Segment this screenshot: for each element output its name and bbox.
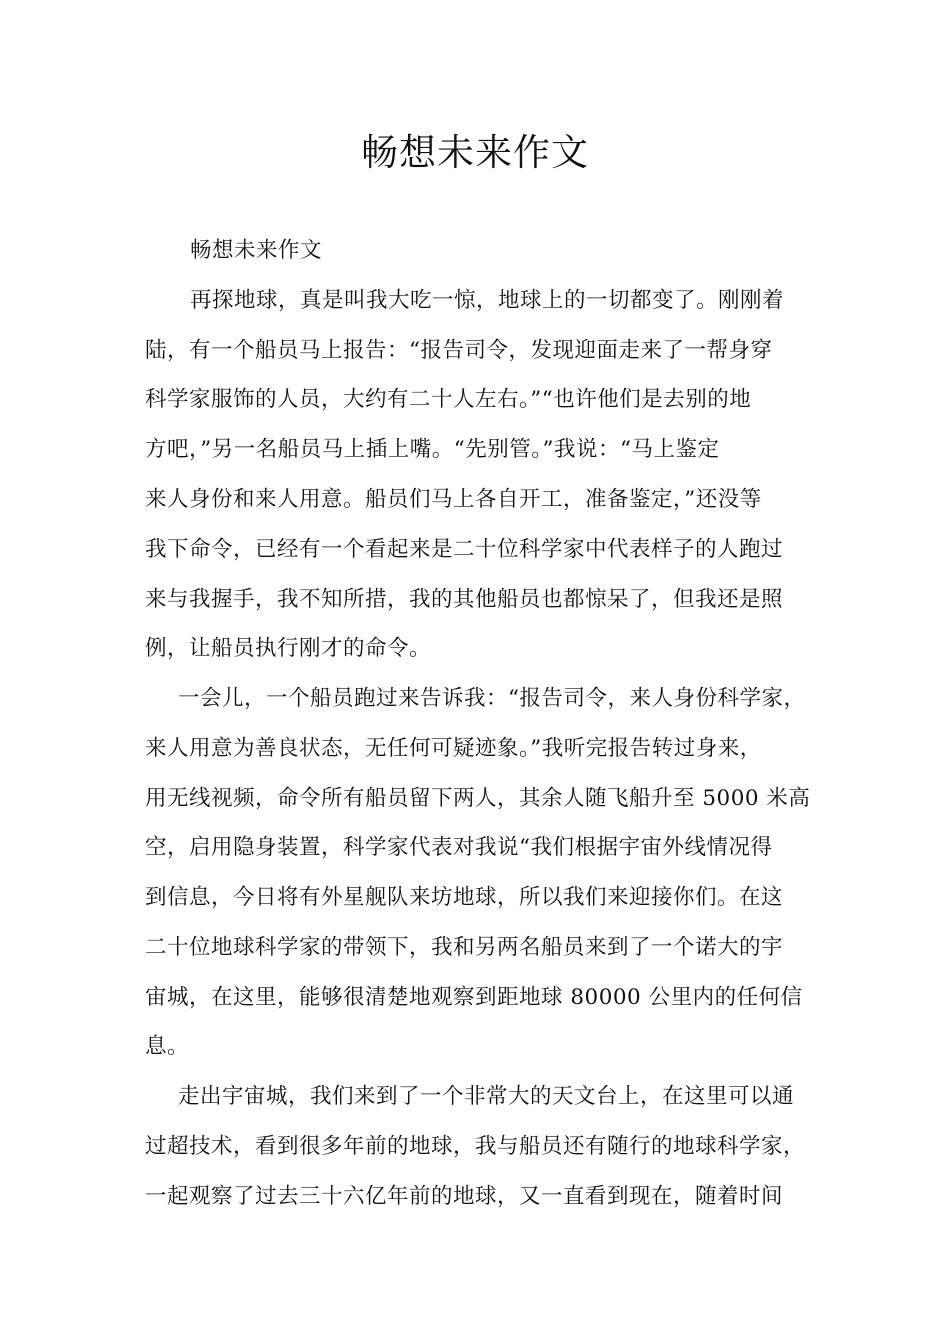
text-line: 方吧，”另一名船员马上插上嘴。“先别管。”我说：“马上鉴定 — [145, 437, 720, 462]
text-line: 二十位地球科学家的带领下，我和另两名船员来到了一个诺大的宇 — [145, 935, 784, 960]
text-line: 例，让船员执行刚才的命令。 — [145, 636, 432, 661]
text-line: 空，启用隐身装置，科学家代表对我说“我们根据宇宙外线情况得 — [145, 835, 773, 860]
document-title: 畅想未来作文 — [361, 131, 589, 174]
text-line: 过超技术，看到很多年前的地球，我与船员还有随行的地球科学家， — [145, 1134, 806, 1159]
text-line: 来人用意为善良状态，无任何可疑迹象。”我听完报告转过身来， — [145, 736, 762, 761]
text-line: 到信息，今日将有外星舰队来坊地球，所以我们来迎接你们。在这 — [145, 885, 784, 910]
text-line: 宙城，在这里，能够很清楚地观察到距地球 80000 公里内的任何信 — [145, 985, 803, 1010]
text-line: 我下命令，已经有一个看起来是二十位科学家中代表样子的人跑过 — [145, 537, 784, 562]
text-line: 一起观察了过去三十六亿年前的地球，又一直看到现在，随着时间 — [145, 1184, 784, 1209]
text-line: 走出宇宙城，我们来到了一个非常大的天文台上，在这里可以通 — [178, 1084, 795, 1109]
text-line: 来人身份和来人用意。船员们马上各自开工，准备鉴定，”还没等 — [145, 487, 762, 512]
text-line: 再探地球，真是叫我大吃一惊，地球上的一切都变了。刚刚着 — [190, 288, 785, 313]
text-line: 陆，有一个船员马上报告：“报告司令，发现迎面走来了一帮身穿 — [145, 338, 773, 363]
text-line: 息。 — [145, 1034, 190, 1059]
text-line: 一会儿，一个船员跑过来告诉我：“报告司令，来人身份科学家， — [178, 686, 806, 711]
text-line: 来与我握手，我不知所措，我的其他船员也都惊呆了，但我还是照 — [145, 587, 784, 612]
document-subtitle: 畅想未来作文 — [190, 238, 323, 263]
text-line: 用无线视频，命令所有船员留下两人，其余人随飞船升至 5000 米高 — [145, 786, 811, 811]
text-line: 科学家服饰的人员，大约有二十人左右。”“也许他们是去别的地 — [145, 387, 752, 412]
